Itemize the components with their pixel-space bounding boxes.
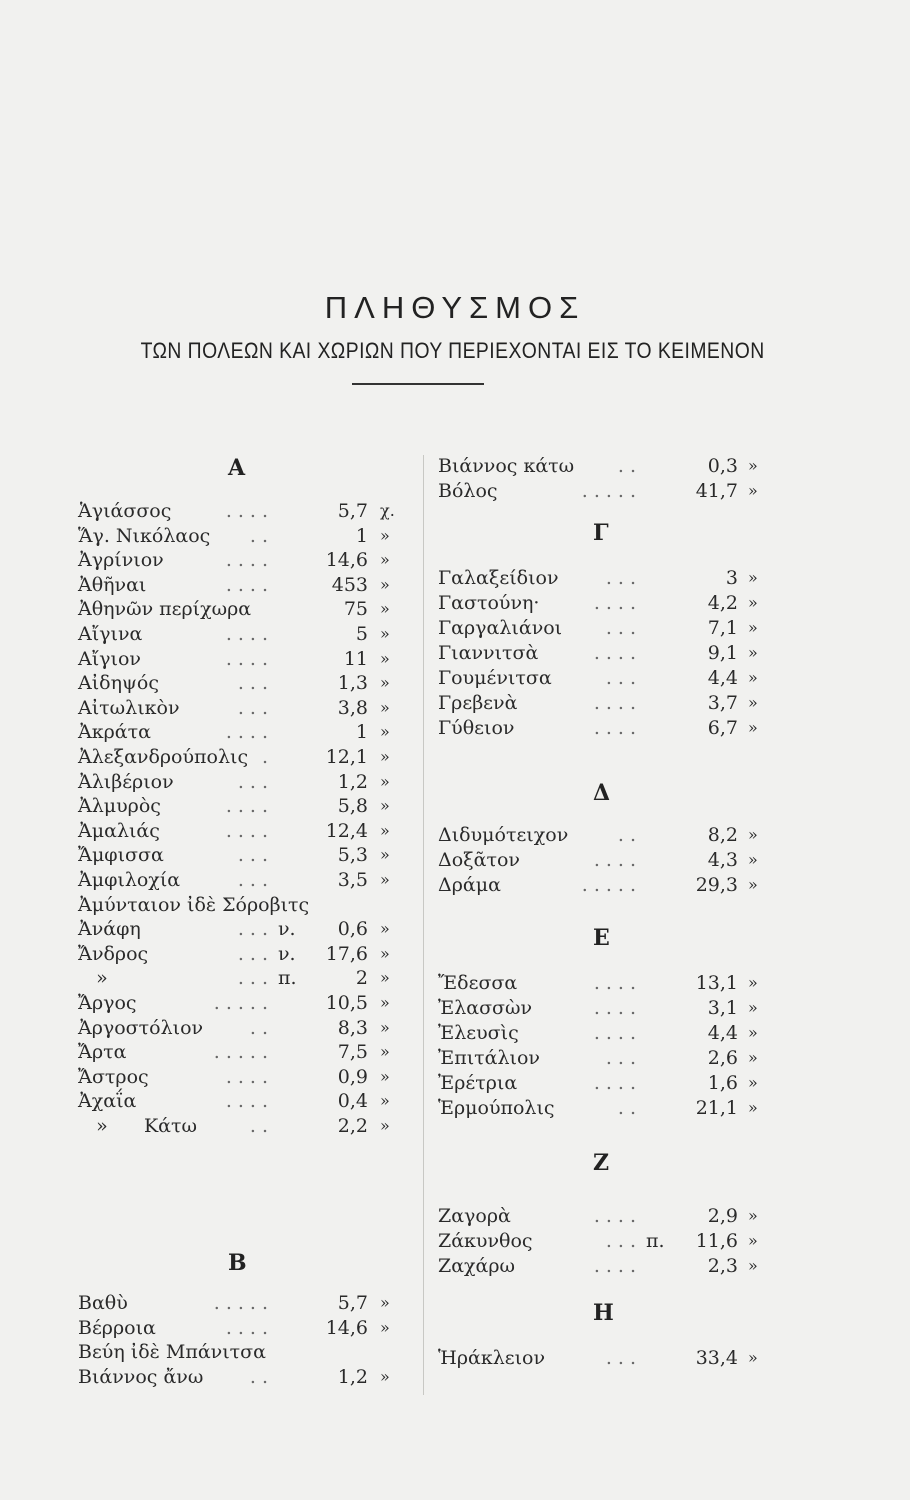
unit-mark: » bbox=[380, 747, 390, 766]
place-name: Βιάννος κάτω bbox=[438, 455, 575, 477]
place-name: Ἀλιβέριον bbox=[78, 770, 174, 793]
place-name: Γαργαλιάνοι bbox=[438, 617, 563, 639]
list-item bbox=[78, 916, 408, 942]
place-name: » bbox=[78, 967, 108, 990]
list-item bbox=[78, 744, 408, 770]
list-item bbox=[438, 847, 768, 873]
place-name: Ἅγ. Νικόλαος bbox=[78, 524, 211, 547]
leader-dots: .... bbox=[225, 721, 274, 744]
unit-mark: » bbox=[380, 673, 390, 693]
unit-mark: » bbox=[380, 648, 390, 668]
unit-mark: » bbox=[380, 624, 390, 643]
unit-mark: » bbox=[380, 599, 390, 619]
list-item bbox=[78, 695, 408, 721]
leader-dots: .. bbox=[249, 1115, 274, 1137]
leader-dots: ..... bbox=[581, 874, 642, 896]
leader-dots: ... bbox=[237, 918, 274, 941]
population-value: 4,4 bbox=[707, 1022, 738, 1044]
population-value: 3,5 bbox=[337, 869, 368, 891]
list-item bbox=[78, 596, 408, 622]
population-value: 1 bbox=[355, 721, 368, 744]
leader-dots: .... bbox=[593, 642, 642, 664]
population-value: 0,9 bbox=[337, 1065, 368, 1088]
population-value: 29,3 bbox=[695, 874, 738, 896]
list-item bbox=[78, 498, 408, 524]
population-value: 2,9 bbox=[707, 1205, 738, 1227]
population-value: 5,8 bbox=[337, 795, 368, 818]
place-modifier: π. bbox=[278, 967, 297, 990]
place-name: Ἄνδρος bbox=[78, 942, 149, 965]
leader-dots: ... bbox=[237, 696, 274, 719]
population-value: 13,1 bbox=[695, 972, 738, 994]
leader-dots: .. bbox=[617, 824, 642, 846]
place-name: Δράμα bbox=[438, 874, 501, 896]
place-name: Ἀνάφη bbox=[78, 918, 141, 941]
place-name: Αἰτωλικὸν bbox=[78, 696, 180, 719]
unit-mark: » bbox=[748, 456, 758, 475]
place-name: Γύθειον bbox=[438, 717, 515, 739]
leader-dots: ... bbox=[237, 869, 274, 891]
place-modifier: π. bbox=[646, 1230, 665, 1252]
list-item bbox=[78, 1364, 408, 1390]
place-name: Δοξᾶτον bbox=[438, 849, 520, 871]
column-divider bbox=[423, 455, 424, 1395]
leader-dots: .. bbox=[249, 1016, 274, 1039]
list-item bbox=[78, 1088, 408, 1114]
population-value: 0,6 bbox=[337, 918, 368, 941]
unit-mark: » bbox=[748, 1206, 758, 1225]
unit-mark: » bbox=[748, 593, 758, 612]
leader-dots: .... bbox=[225, 1090, 274, 1113]
population-value: 2,6 bbox=[707, 1047, 738, 1069]
leader-dots: .... bbox=[225, 1065, 274, 1088]
list-item bbox=[78, 867, 408, 893]
leader-dots: ... bbox=[237, 844, 274, 867]
list-item bbox=[78, 1015, 408, 1041]
list-item bbox=[78, 892, 408, 918]
list-item bbox=[78, 990, 408, 1016]
unit-mark: » bbox=[748, 998, 758, 1017]
place-name: Ἀργοστόλιον bbox=[78, 1016, 204, 1039]
population-value: 41,7 bbox=[695, 480, 738, 502]
list-item bbox=[438, 1070, 768, 1096]
unit-mark: » bbox=[380, 1017, 390, 1037]
place-name: Αἴγινα bbox=[78, 623, 143, 645]
unit-mark: » bbox=[380, 1293, 390, 1312]
place-name: Βεύη ἰδὲ Μπάνιτσα bbox=[78, 1341, 266, 1364]
list-item bbox=[78, 818, 408, 844]
unit-mark: » bbox=[380, 993, 390, 1012]
population-value: 3,7 bbox=[707, 692, 738, 714]
place-name: Ἀχαΐα bbox=[78, 1090, 137, 1113]
place-name: Γαστούνη· bbox=[438, 592, 540, 614]
place-name: Γιαννιτσὰ bbox=[438, 642, 539, 664]
unit-mark: » bbox=[748, 825, 758, 844]
place-name: Ἐλευσὶς bbox=[438, 1022, 519, 1044]
population-value: 2,3 bbox=[707, 1255, 738, 1277]
unit-mark: » bbox=[748, 668, 758, 687]
place-name: Ἀθῆναι bbox=[78, 573, 147, 596]
population-value: 3,8 bbox=[337, 696, 368, 719]
unit-mark: » bbox=[380, 1366, 390, 1386]
section-letter: Γ bbox=[593, 520, 609, 546]
population-value: 4,3 bbox=[707, 849, 738, 871]
place-name: Γαλαξείδιον bbox=[438, 567, 559, 589]
population-value: 33,4 bbox=[695, 1347, 738, 1369]
unit-mark: » bbox=[380, 1042, 390, 1062]
leader-dots: ... bbox=[237, 942, 274, 965]
place-name: Ζαγορὰ bbox=[438, 1205, 511, 1227]
place-name: Ζαχάρω bbox=[438, 1255, 516, 1277]
list-item bbox=[438, 1020, 768, 1046]
place-name: Ἔδεσσα bbox=[438, 972, 518, 994]
list-item bbox=[78, 793, 408, 819]
unit-mark: » bbox=[748, 1348, 758, 1367]
list-item bbox=[438, 1045, 768, 1071]
population-value: 1,2 bbox=[337, 770, 368, 793]
leader-dots: ... bbox=[605, 1347, 642, 1369]
leader-dots: .. bbox=[249, 524, 274, 547]
leader-dots: ..... bbox=[213, 1041, 274, 1064]
section-letter: Η bbox=[593, 1300, 614, 1326]
population-value: 2 bbox=[355, 967, 368, 990]
place-name: Αἴγιον bbox=[78, 647, 141, 670]
unit-mark: » bbox=[380, 722, 390, 742]
leader-dots: .... bbox=[593, 1022, 642, 1044]
list-item bbox=[438, 565, 768, 591]
place-name: Ζάκυνθος bbox=[438, 1230, 533, 1252]
list-item bbox=[438, 995, 768, 1021]
list-item bbox=[78, 842, 408, 868]
list-item bbox=[438, 822, 768, 848]
unit-mark: » bbox=[748, 1231, 758, 1250]
section-letter: Δ bbox=[593, 780, 611, 806]
place-name: Ἀγρίνιον bbox=[78, 549, 164, 572]
population-value: 5,7 bbox=[337, 500, 368, 522]
list-item bbox=[438, 453, 768, 479]
leader-dots: .... bbox=[593, 1255, 642, 1277]
list-item bbox=[78, 670, 408, 696]
place-name: Ἀμύνταιον ἰδὲ Σόροβιτς bbox=[78, 893, 310, 916]
place-name: Ἄστρος bbox=[78, 1065, 149, 1088]
place-name: Ἐρέτρια bbox=[438, 1072, 518, 1094]
list-item bbox=[78, 941, 408, 967]
leader-dots: .... bbox=[225, 819, 274, 842]
unit-mark: » bbox=[380, 796, 390, 816]
place-name: Ἀκράτα bbox=[78, 721, 151, 744]
unit-mark: » bbox=[380, 1116, 390, 1135]
leader-dots: ... bbox=[605, 567, 642, 589]
population-value: 21,1 bbox=[695, 1097, 738, 1119]
place-name: Γουμένιτσα bbox=[438, 667, 552, 689]
place-name: Ἐλασσὼν bbox=[438, 997, 533, 1019]
list-item bbox=[78, 646, 408, 672]
population-value: 12,4 bbox=[325, 819, 368, 842]
list-item bbox=[78, 547, 408, 573]
population-value: 0,3 bbox=[707, 455, 738, 477]
place-name: Ἀλεξανδρούπολις bbox=[78, 746, 249, 768]
leader-dots: ... bbox=[605, 617, 642, 639]
leader-dots: .... bbox=[225, 573, 274, 596]
list-item bbox=[78, 1039, 408, 1065]
leader-dots: .... bbox=[593, 592, 642, 614]
population-value: 3 bbox=[725, 567, 738, 589]
list-item bbox=[438, 478, 768, 504]
leader-dots: .... bbox=[225, 795, 274, 818]
unit-mark: » bbox=[748, 693, 758, 712]
section-letter: Ζ bbox=[593, 1150, 610, 1176]
population-value: 1,3 bbox=[337, 672, 368, 695]
list-item bbox=[78, 965, 408, 991]
unit-mark: » bbox=[380, 1317, 390, 1337]
leader-dots: ... bbox=[237, 672, 274, 695]
list-item bbox=[438, 1203, 768, 1229]
population-value: 0,4 bbox=[337, 1090, 368, 1113]
leader-dots: ... bbox=[605, 1047, 642, 1069]
place-name: Βιάννος ἄνω bbox=[78, 1365, 204, 1388]
leader-dots: .. bbox=[617, 455, 642, 477]
unit-mark: » bbox=[748, 618, 758, 637]
place-name: Ἡράκλειον bbox=[438, 1347, 546, 1369]
place-name: Ἀμφιλοχία bbox=[78, 869, 181, 891]
unit-mark: » bbox=[380, 574, 390, 594]
place-modifier: ν. bbox=[278, 942, 296, 965]
list-item bbox=[438, 872, 768, 898]
place-name: Ἁγιάσσος bbox=[78, 500, 172, 522]
leader-dots: .. bbox=[249, 1365, 274, 1388]
leader-dots: ..... bbox=[213, 1292, 274, 1314]
list-item bbox=[78, 621, 408, 647]
page-title: ΠΛΗΘΥΣΜΟΣ bbox=[324, 290, 586, 325]
leader-dots: ..... bbox=[581, 480, 642, 502]
population-value: 1 bbox=[355, 524, 368, 547]
unit-mark: » bbox=[748, 973, 758, 992]
place-modifier: ν. bbox=[278, 918, 296, 941]
leader-dots: .... bbox=[225, 647, 274, 670]
unit-mark: » bbox=[380, 820, 390, 840]
place-name: Αἰδηψός bbox=[78, 672, 159, 695]
population-value: 5,3 bbox=[337, 844, 368, 867]
leader-dots: .... bbox=[593, 849, 642, 871]
unit-mark: » bbox=[748, 875, 758, 894]
population-value: 1,2 bbox=[337, 1365, 368, 1388]
section-letter: Β bbox=[228, 1250, 247, 1276]
population-value: 11 bbox=[343, 647, 368, 670]
population-value: 5 bbox=[355, 623, 368, 645]
unit-mark: » bbox=[748, 481, 758, 500]
unit-mark: » bbox=[748, 850, 758, 869]
population-value: 10,5 bbox=[325, 992, 368, 1014]
place-name: Ἄργος bbox=[78, 992, 137, 1014]
unit-mark: » bbox=[380, 919, 390, 939]
leader-dots: ... bbox=[605, 1230, 642, 1252]
place-name: Ἀμαλιάς bbox=[78, 819, 160, 842]
place-name: Βέρροια bbox=[78, 1316, 156, 1339]
leader-dots: .... bbox=[225, 1316, 274, 1339]
population-value: 4,2 bbox=[707, 592, 738, 614]
unit-mark: » bbox=[380, 943, 390, 963]
population-value: 4,4 bbox=[707, 667, 738, 689]
population-value: 8,2 bbox=[707, 824, 738, 846]
list-item bbox=[438, 1253, 768, 1279]
title-underline bbox=[352, 383, 484, 385]
leader-dots: . bbox=[261, 746, 274, 768]
list-item bbox=[78, 769, 408, 795]
list-item bbox=[438, 640, 768, 666]
list-item bbox=[78, 1315, 408, 1341]
population-value: 14,6 bbox=[325, 1316, 368, 1339]
leader-dots: .... bbox=[225, 500, 274, 522]
population-value: 75 bbox=[343, 598, 368, 621]
unit-mark: » bbox=[748, 643, 758, 662]
page-subtitle: ΤΩΝ ΠΟΛΕΩΝ ΚΑΙ ΧΩΡΙΩΝ ΠΟΥ ΠΕΡΙΕΧΟΝΤΑΙ ΕΙΣ ΤΟ ΚΕΙΜΕΝΟΝ bbox=[140, 338, 765, 363]
list-item bbox=[438, 1228, 768, 1254]
population-value: 3,1 bbox=[707, 997, 738, 1019]
leader-dots: .... bbox=[225, 623, 274, 645]
population-value: 7,5 bbox=[337, 1041, 368, 1064]
unit-mark: » bbox=[380, 1091, 390, 1111]
place-name: Ἄρτα bbox=[78, 1041, 127, 1064]
population-value: 2,2 bbox=[337, 1115, 368, 1137]
section-letter: Α bbox=[228, 455, 246, 481]
place-name: Γρεβενὰ bbox=[438, 692, 518, 714]
place-name: Διδυμότειχον bbox=[438, 824, 569, 846]
population-value: 11,6 bbox=[695, 1230, 738, 1252]
unit-mark: » bbox=[380, 771, 390, 791]
unit-mark: » bbox=[380, 870, 390, 889]
list-item bbox=[438, 615, 768, 641]
unit-mark: » bbox=[748, 1023, 758, 1042]
list-item bbox=[78, 523, 408, 549]
leader-dots: .... bbox=[225, 549, 274, 572]
population-value: 14,6 bbox=[325, 549, 368, 572]
leader-dots: .... bbox=[593, 1072, 642, 1094]
list-item bbox=[78, 1113, 408, 1139]
population-value: 8,3 bbox=[337, 1016, 368, 1039]
leader-dots: .... bbox=[593, 997, 642, 1019]
list-item bbox=[438, 970, 768, 996]
list-item bbox=[78, 719, 408, 745]
population-value: 453 bbox=[331, 573, 368, 596]
list-item bbox=[78, 1064, 408, 1090]
place-name: Ἀθηνῶν περίχωρα bbox=[78, 598, 252, 621]
place-name: Ἄμφισσα bbox=[78, 844, 164, 867]
place-name: Ἐπιτάλιον bbox=[438, 1047, 540, 1069]
unit-mark: » bbox=[748, 1098, 758, 1117]
place-name: Ἀλμυρὸς bbox=[78, 795, 161, 818]
population-value: 12,1 bbox=[325, 746, 368, 768]
leader-dots: ..... bbox=[213, 992, 274, 1014]
unit-mark: » bbox=[380, 1066, 390, 1086]
list-item bbox=[78, 572, 408, 598]
unit-mark: » bbox=[380, 550, 390, 570]
leader-dots: .... bbox=[593, 972, 642, 994]
leader-dots: .... bbox=[593, 717, 642, 739]
unit-mark: » bbox=[748, 568, 758, 587]
list-item bbox=[438, 1095, 768, 1121]
list-item bbox=[78, 1339, 408, 1365]
unit-mark: » bbox=[748, 1048, 758, 1067]
leader-dots: .... bbox=[593, 1205, 642, 1227]
list-item bbox=[78, 1290, 408, 1316]
population-value: 5,7 bbox=[337, 1292, 368, 1314]
population-value: 7,1 bbox=[707, 617, 738, 639]
unit-mark: » bbox=[380, 697, 390, 717]
unit-mark: χ. bbox=[380, 501, 395, 520]
population-value: 9,1 bbox=[707, 642, 738, 664]
place-name: » Κάτω bbox=[78, 1115, 198, 1137]
population-value: 17,6 bbox=[325, 942, 368, 965]
leader-dots: ... bbox=[237, 967, 274, 990]
list-item bbox=[438, 665, 768, 691]
unit-mark: » bbox=[380, 525, 390, 545]
unit-mark: » bbox=[748, 1256, 758, 1275]
population-value: 1,6 bbox=[707, 1072, 738, 1094]
unit-mark: » bbox=[380, 968, 390, 988]
list-item bbox=[438, 590, 768, 616]
population-value: 6,7 bbox=[707, 717, 738, 739]
unit-mark: » bbox=[380, 845, 390, 865]
list-item bbox=[438, 690, 768, 716]
place-name: Ἑρμούπολις bbox=[438, 1097, 555, 1119]
leader-dots: .... bbox=[593, 692, 642, 714]
unit-mark: » bbox=[748, 718, 758, 737]
leader-dots: ... bbox=[237, 770, 274, 793]
section-letter: Ε bbox=[593, 925, 610, 951]
place-name: Βαθὺ bbox=[78, 1292, 128, 1314]
leader-dots: ... bbox=[605, 667, 642, 689]
leader-dots: .. bbox=[617, 1097, 642, 1119]
unit-mark: » bbox=[748, 1073, 758, 1092]
place-name: Βόλος bbox=[438, 480, 498, 502]
list-item bbox=[438, 1345, 768, 1371]
list-item bbox=[438, 715, 768, 741]
